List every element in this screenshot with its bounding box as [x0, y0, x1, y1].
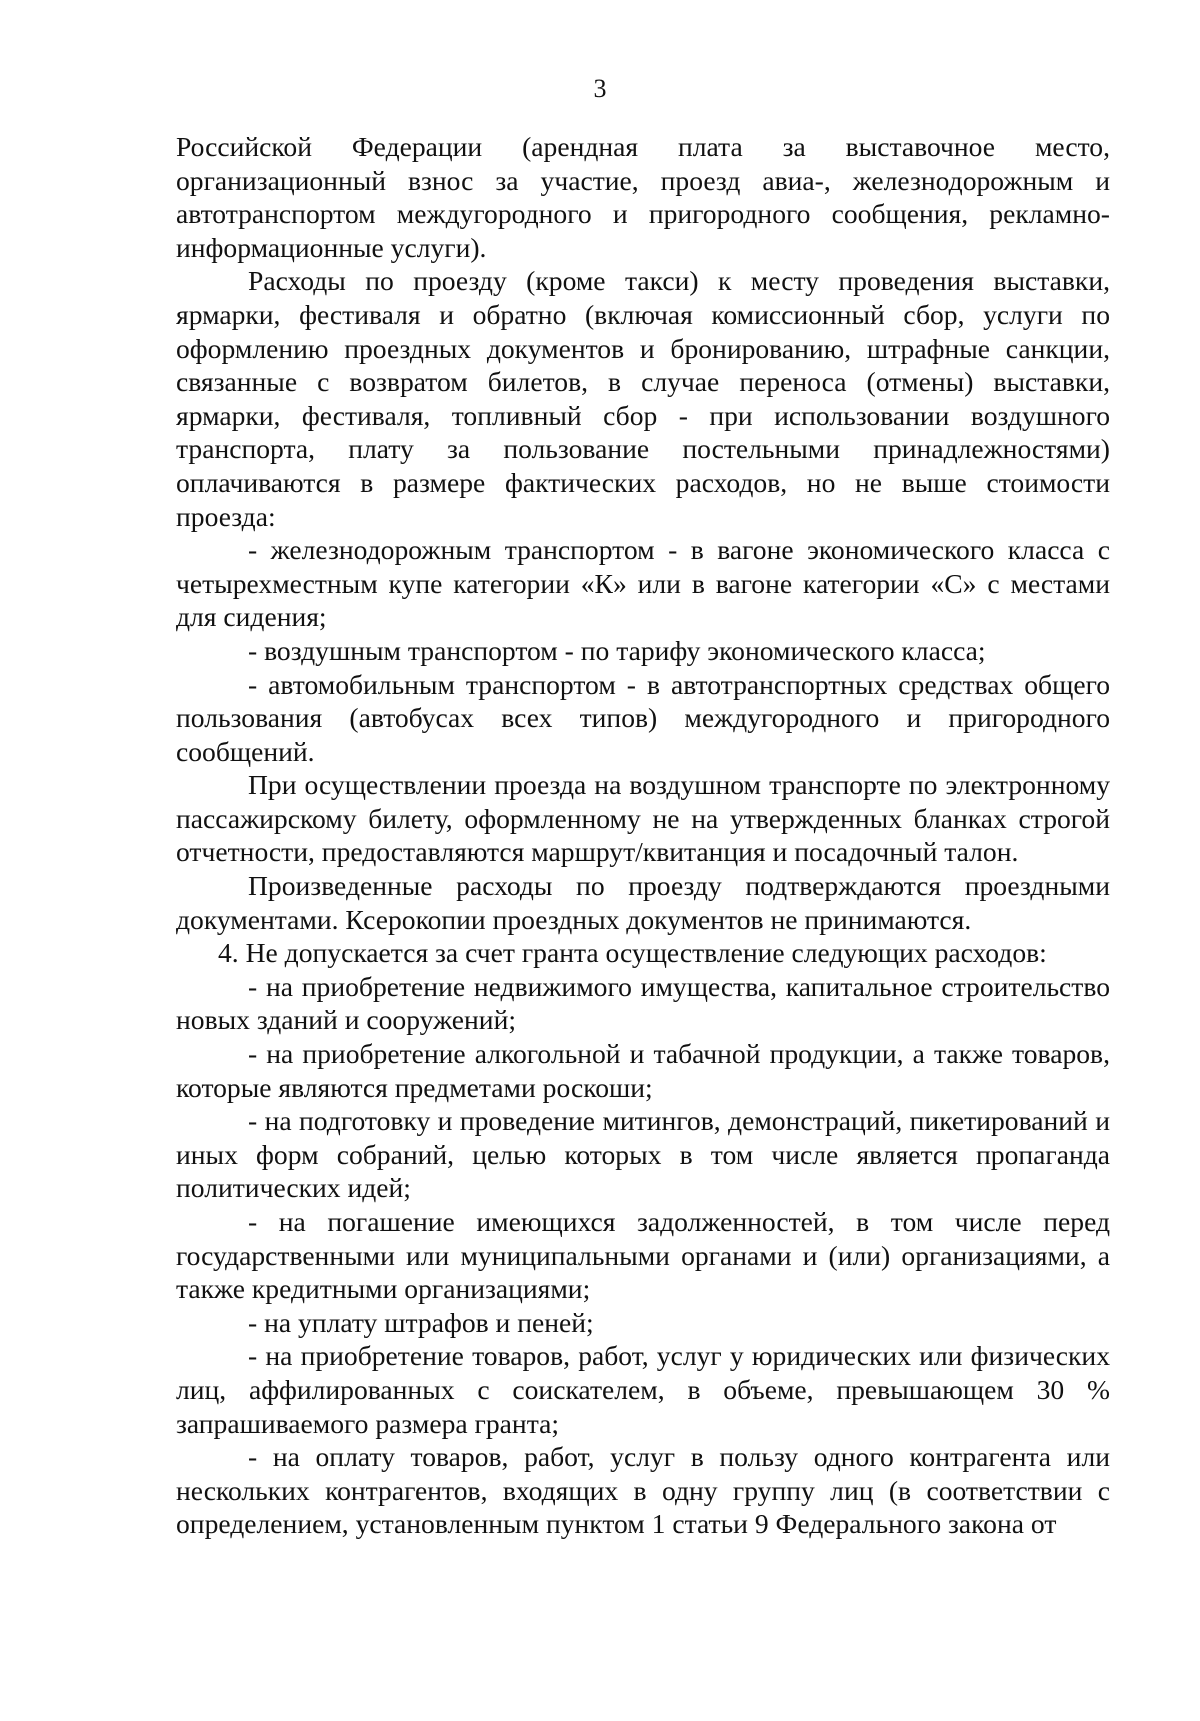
- list-item-fines: - на уплату штрафов и пеней;: [248, 1306, 594, 1338]
- page-number: 3: [593, 74, 607, 103]
- list-item-air: - воздушным транспортом - по тарифу экономического класса;: [248, 634, 986, 666]
- list-item-rail: - железнодорожным транспортом - в вагоне экономического класса с четырехместным купе категории «К» или в вагоне категории «С» с местами для сидения;: [176, 534, 1110, 633]
- list-item-alcohol-tobacco: - на приобретение алкогольной и табачной продукции, а также товаров, которые являются предметами роскоши;: [176, 1038, 1110, 1103]
- paragraph-section-4: 4. Не допускается за счет гранта осуществление следующих расходов:: [218, 937, 1047, 969]
- paragraph-e-ticket: При осуществлении проезда на воздушном транспорте по электронному пассажирскому билету, оформленному не на утвержденных бланках строгой отчетности, предоставляются маршрут/квитанция и посадочный талон.: [176, 769, 1110, 868]
- list-item-rallies: - на подготовку и проведение митингов, демонстраций, пикетирований и иных форм собраний, целью которых в том числе является пропаганда политических идей;: [176, 1105, 1110, 1204]
- paragraph-confirmation: Произведенные расходы по проезду подтверждаются проездными документами. Ксерокопии проездных документов не принимаются.: [176, 870, 1110, 935]
- list-item-contractors: - на оплату товаров, работ, услуг в пользу одного контрагента или нескольких контрагентов, входящих в одну группу лиц (в соответствии с определением, установленным пунктом 1 статьи 9 Федерального закона от: [176, 1441, 1110, 1540]
- list-item-real-estate: - на приобретение недвижимого имущества, капитальное строительство новых зданий и сооружений;: [176, 970, 1110, 1036]
- paragraph-travel-expenses: Расходы по проезду (кроме такси) к месту проведения выставки, ярмарки, фестиваля и обратно (включая комиссионный сбор, услуги по оформлению проездных документов и бронированию, штрафные санкции, связанные с возвратом билетов, в случае переноса (отмены) выставки, ярмарки, фестиваля, топливный сбор - при использовании воздушного транспорта, плату за пользование постельными принадлежностями) оплачиваются в размере фактических расходов, но не выше стоимости проезда:: [176, 265, 1110, 532]
- paragraph-continuation: Российской Федерации (арендная плата за выставочное место, организационный взнос за участие, проезд авиа-, железнодорожным и автотранспортом междугородного и пригородного сообщения, рекламно-информационные услуги).: [176, 131, 1110, 263]
- list-item-debts: - на погашение имеющихся задолженностей, в том числе перед государственными или муниципальными органами и (или) организациями, а также кредитными организациями;: [176, 1206, 1110, 1305]
- document-body: [176, 130, 1110, 1541]
- list-item-auto: - автомобильным транспортом - в автотранспортных средствах общего пользования (автобусах всех типов) междугородного и пригородного сообщений.: [176, 668, 1110, 767]
- list-item-affiliated: - на приобретение товаров, работ, услуг у юридических или физических лиц, аффилированных с соискателем, в объеме, превышающем 30 % запрашиваемого размера гранта;: [176, 1340, 1110, 1439]
